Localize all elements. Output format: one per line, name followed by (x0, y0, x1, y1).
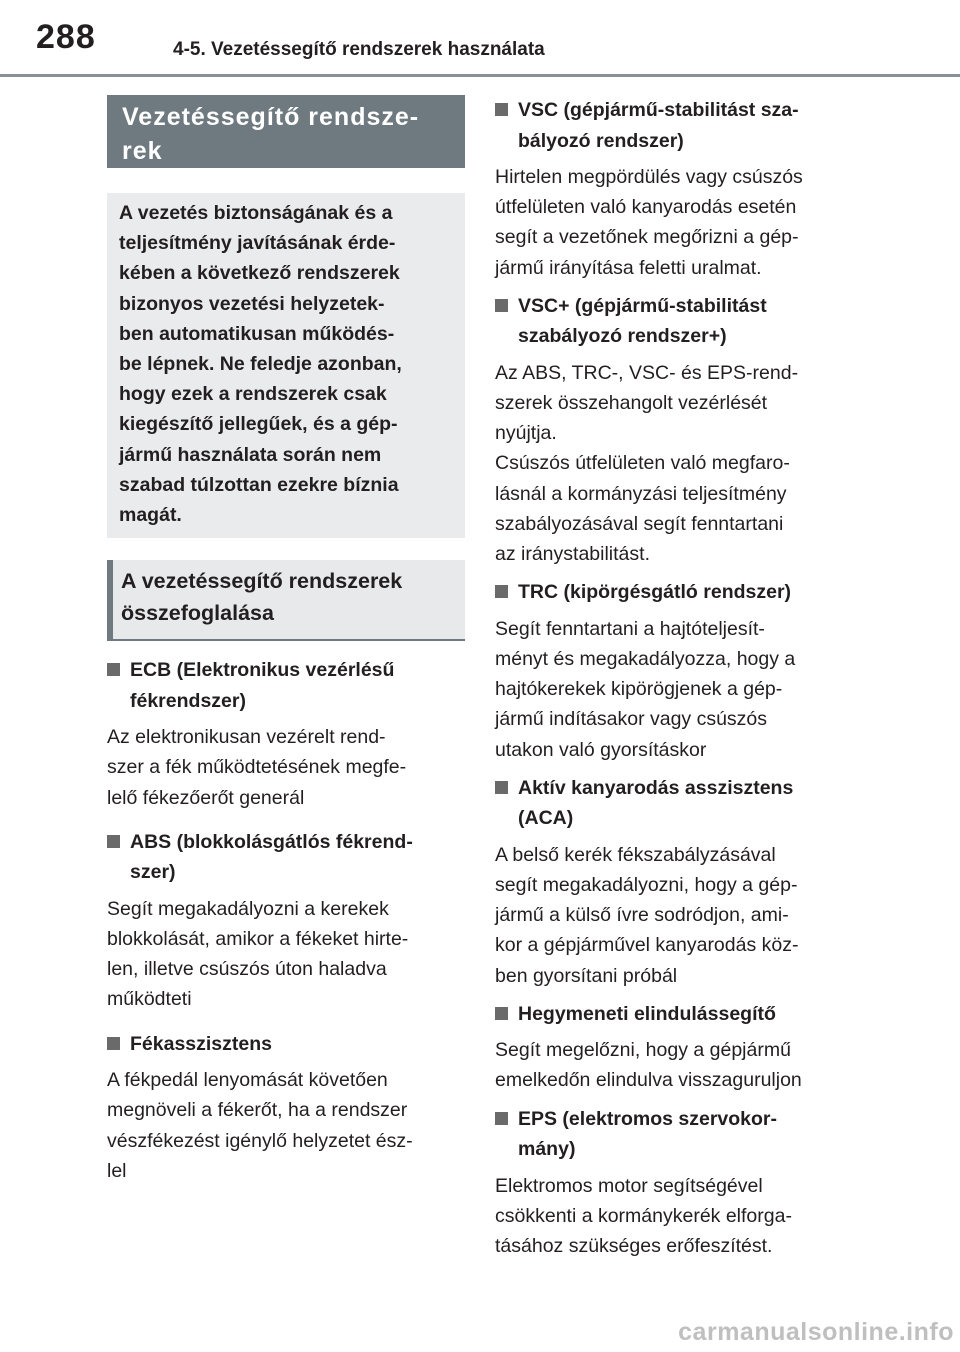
body-line: tásához szükséges erőfeszítést. (495, 1235, 773, 1258)
body-line: emelkedőn elindulva visszaguruljon (495, 1069, 802, 1092)
body-line: jármű a külső ívre sodródjon, ami- (495, 904, 789, 927)
body-line: nyújtja. (495, 422, 557, 445)
body-line: hajtókerekek kipörögjenek a gép- (495, 678, 783, 701)
heading-line: ECB (Elektronikus vezérlésű (130, 659, 395, 682)
subheading-line: összefoglalása (121, 601, 274, 626)
heading-line: bályozó rendszer) (518, 129, 684, 152)
square-bullet-icon (495, 103, 508, 116)
square-bullet-icon (107, 1037, 120, 1050)
section-body (495, 840, 855, 991)
section-heading (107, 1029, 465, 1060)
section-title-line: rek (122, 137, 163, 165)
left-column (107, 95, 465, 1186)
square-bullet-icon (495, 781, 508, 794)
right-column (495, 95, 855, 1261)
heading-line: Hegymeneti elindulássegítő (518, 1002, 776, 1025)
body-line: az iránystabilitást. (495, 543, 650, 566)
section-heading (495, 773, 855, 834)
body-line: ben gyorsítani próbál (495, 964, 678, 987)
heading-line: szabályozó rendszer+) (518, 325, 727, 348)
intro-line: magát. (119, 504, 182, 527)
section-abs (107, 827, 465, 1015)
intro-line: be lépnek. Ne feledje azonban, (119, 353, 402, 376)
body-line: lelő fékezőerőt generál (107, 786, 305, 809)
body-line: segít a vezetőnek megőrizni a gép- (495, 226, 799, 249)
body-line: Csúszós útfelületen való megfaro- (495, 452, 790, 475)
section-title-box (107, 95, 465, 168)
body-line: A belső kerék fékszabályzásával (495, 843, 776, 866)
heading-line: mány) (518, 1138, 576, 1161)
heading-line: TRC (kipörgésgátló rendszer) (518, 581, 792, 604)
body-line: működteti (107, 988, 192, 1011)
page-number: 288 (36, 18, 96, 56)
page-header (0, 0, 960, 76)
heading-line: szer) (130, 861, 176, 884)
body-line: vészfékezést igénylő helyzetet ész- (107, 1129, 413, 1152)
body-line: szerek összehangolt vezérlését (495, 392, 768, 415)
body-line: jármű irányítása feletti uralmat. (495, 256, 762, 279)
section-body (495, 162, 855, 283)
section-body (107, 894, 465, 1015)
subheading-box (107, 560, 465, 641)
body-line: Az ABS, TRC-, VSC- és EPS-rend- (495, 361, 799, 384)
section-body (495, 1171, 855, 1262)
square-bullet-icon (107, 663, 120, 676)
body-line: kor a gépjárművel kanyarodás köz- (495, 934, 799, 957)
body-line: Elektromos motor segítségével (495, 1174, 763, 1197)
body-line: Hirtelen megpördülés vagy csúszós (495, 166, 803, 188)
section-heading (107, 827, 465, 888)
body-line: utakon való gyorsításkor (495, 738, 707, 761)
section-eps (495, 1104, 855, 1262)
body-line: megnöveli a fékerőt, ha a rendszer (107, 1099, 408, 1122)
section-aca (495, 773, 855, 991)
watermark: carmanualsonline.info (678, 1318, 954, 1346)
intro-line: teljesítmény javításának érde- (119, 232, 396, 255)
heading-line: VSC+ (gépjármű-stabilitást (518, 294, 767, 317)
intro-line: kében a következő rendszerek (119, 262, 400, 285)
section-heading (495, 999, 855, 1030)
intro-box (107, 193, 465, 538)
body-line: Segít fenntartani a hajtóteljesít- (495, 617, 765, 640)
square-bullet-icon (495, 299, 508, 312)
body-line: Segít megelőzni, hogy a gépjármű (495, 1039, 791, 1062)
body-line: szer a fék működtetésének megfe- (107, 756, 407, 779)
chapter-title: 4-5. Vezetéssegítő rendszerek használata (173, 39, 545, 60)
section-body (107, 1065, 465, 1186)
body-line: segít megakadályozni, hogy a gép- (495, 873, 798, 896)
square-bullet-icon (107, 835, 120, 848)
section-brake-assist (107, 1029, 465, 1186)
section-trc (495, 577, 855, 765)
heading-line: VSC (gépjármű-stabilitást sza- (518, 99, 799, 121)
section-heading (495, 577, 855, 608)
body-line: csökkenti a kormánykerék elforga- (495, 1204, 792, 1227)
subheading-line: A vezetéssegítő rendszerek (121, 569, 403, 594)
section-body (107, 722, 465, 813)
section-heading (495, 1104, 855, 1165)
section-body (495, 1035, 855, 1095)
body-line: lel (107, 1159, 127, 1182)
intro-line: bizonyos vezetési helyzetek- (119, 292, 385, 315)
body-line: ményt és megakadályozza, hogy a (495, 647, 796, 670)
body-line: szabályozásával segít fenntartani (495, 512, 784, 535)
heading-line: (ACA) (518, 807, 574, 830)
body-line: Az elektronikusan vezérelt rend- (107, 726, 386, 749)
intro-line: ben automatikusan működés- (119, 322, 395, 345)
body-line: útfelületen való kanyarodás esetén (495, 196, 797, 219)
section-heading (495, 95, 855, 156)
header-divider (0, 74, 960, 77)
section-hill-start-assist (495, 999, 855, 1096)
section-ecb (107, 655, 465, 813)
square-bullet-icon (495, 1007, 508, 1020)
intro-line: A vezetés biztonságának és a (119, 202, 393, 224)
heading-line: EPS (elektromos szervokor- (518, 1107, 778, 1130)
heading-line: fékrendszer) (130, 689, 246, 712)
square-bullet-icon (495, 585, 508, 598)
section-body (495, 358, 855, 569)
section-vsc-plus (495, 291, 855, 569)
body-line: jármű indításakor vagy csúszós (495, 708, 768, 731)
section-body (495, 614, 855, 765)
heading-line: Fékasszisztens (130, 1032, 272, 1055)
square-bullet-icon (495, 1112, 508, 1125)
body-line: Segít megakadályozni a kerekek (107, 897, 389, 920)
heading-line: Aktív kanyarodás asszisztens (518, 776, 794, 799)
body-line: A fékpedál lenyomását követően (107, 1069, 388, 1092)
intro-line: hogy ezek a rendszerek csak (119, 383, 387, 406)
section-heading (107, 655, 465, 716)
section-vsc (495, 95, 855, 283)
body-line: len, illetve csúszós úton haladva (107, 958, 387, 981)
intro-line: szabad túlzottan ezekre bíznia (119, 473, 399, 496)
section-heading (495, 291, 855, 352)
body-line: blokkolását, amikor a fékeket hirte- (107, 928, 409, 951)
body-line: lásnál a kormányzási teljesítmény (495, 482, 787, 505)
heading-line: ABS (blokkolásgátlós fékrend- (130, 830, 413, 853)
intro-line: kiegészítő jellegűek, és a gép- (119, 413, 398, 436)
intro-line: jármű használata során nem (119, 443, 382, 466)
section-title-line: Vezetéssegítő rendsze- (122, 103, 420, 131)
